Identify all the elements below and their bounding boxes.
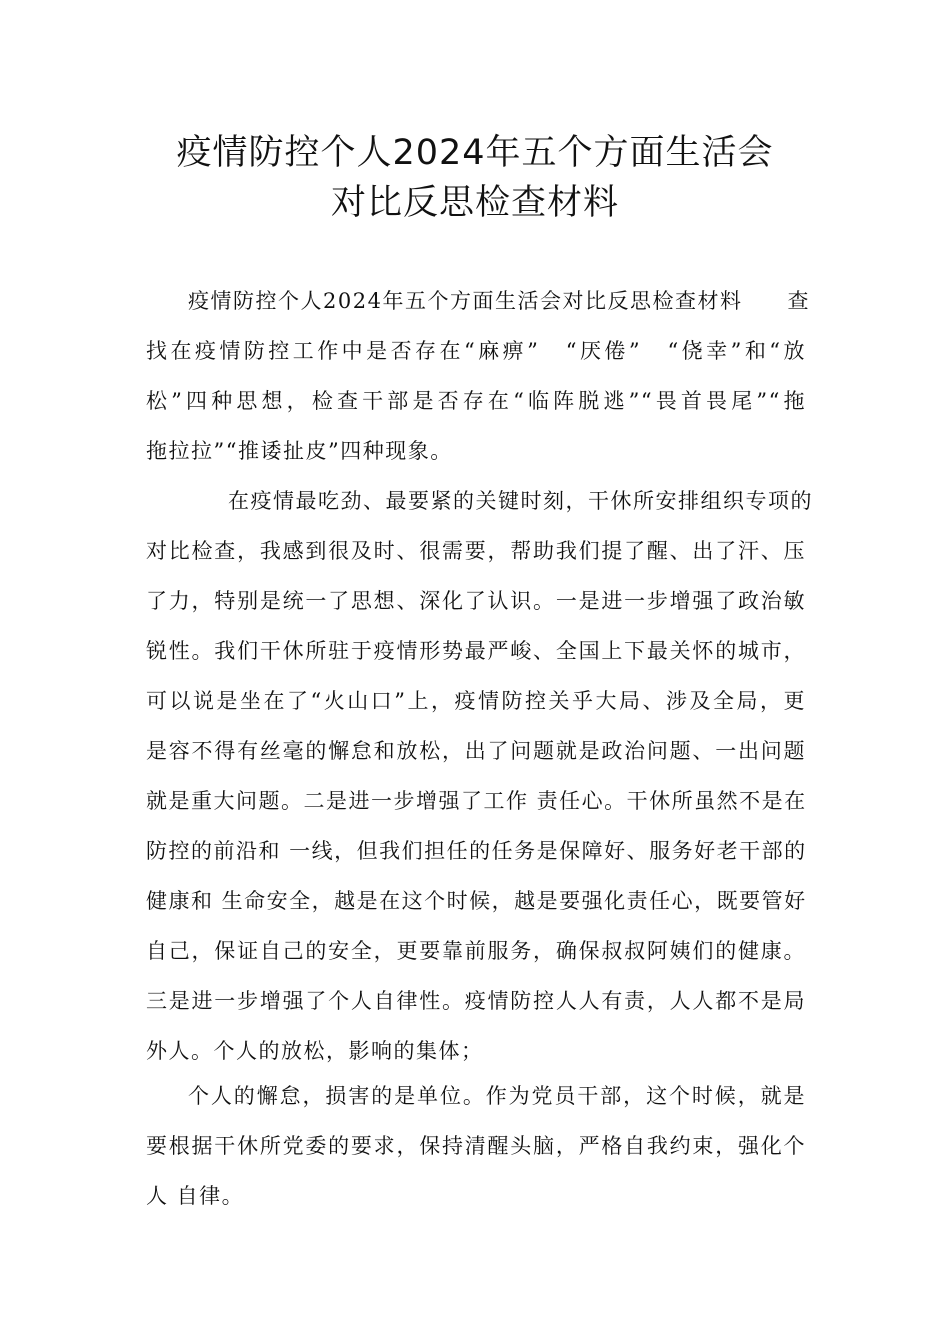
paragraph-line: 人 自律。 <box>146 1184 245 1208</box>
title-line-2: 对比反思检查材料 <box>330 183 619 223</box>
paragraph-line: 在疫情最吃劲、最要紧的关键时刻，干休所安排组织专项的 <box>228 489 813 513</box>
paragraph-line: 自己，保证自己的安全，更要靠前服务，确保叔叔阿姨们的健康。 <box>146 939 806 963</box>
paragraph-line: 外人。个人的放松，影响的集体； <box>146 1039 484 1063</box>
paragraph-line: 松”四种思想，检查干部是否存在“临阵脱逃”“畏首畏尾”“拖 <box>146 389 806 413</box>
paragraph-line: 防控的前沿和 一线，但我们担任的任务是保障好、服务好老干部的 <box>146 839 807 863</box>
paragraph-line: 要根据干休所党委的要求，保持清醒头脑，严格自我约束，强化个 <box>146 1134 806 1158</box>
paragraph-line: 是容不得有丝毫的懈怠和放松，出了问题就是政治问题、一出问题 <box>146 739 806 763</box>
paragraph-3 <box>146 1071 806 1221</box>
paragraph-line: 对比检查，我感到很及时、很需要，帮助我们提了醒、出了汗、压 <box>146 539 806 563</box>
paragraph-line: 找在疫情防控工作中是否存在“麻痹” “厌倦” “侥幸”和“放 <box>146 339 806 363</box>
paragraph-2 <box>146 476 813 1076</box>
paragraph-line: 疫情防控个人2024年五个方面生活会对比反思检查材料 查 <box>188 289 810 313</box>
paragraph-1 <box>146 276 810 476</box>
paragraph-line: 健康和 生命安全，越是在这个时候，越是要强化责任心，既要管好 <box>146 889 807 913</box>
paragraph-line: 就是重大问题。二是进一步增强了工作 责任心。干休所虽然不是在 <box>146 789 807 813</box>
paragraph-line: 个人的懈怠，损害的是单位。作为党员干部，这个时候，就是 <box>188 1084 806 1108</box>
document-title <box>0 128 950 228</box>
title-line-1: 疫情防控个人2024年五个方面生活会 <box>176 133 774 173</box>
paragraph-line: 可以说是坐在了“火山口”上，疫情防控关乎大局、涉及全局，更 <box>146 689 806 713</box>
paragraph-line: 锐性。我们干休所驻于疫情形势最严峻、全国上下最关怀的城市， <box>146 639 806 663</box>
paragraph-line: 了力，特别是统一了思想、深化了认识。一是进一步增强了政治敏 <box>146 589 806 613</box>
paragraph-line: 拖拉拉”“推诿扯皮”四种现象。 <box>146 439 453 463</box>
paragraph-line: 三是进一步增强了个人自律性。疫情防控人人有责，人人都不是局 <box>146 989 806 1013</box>
